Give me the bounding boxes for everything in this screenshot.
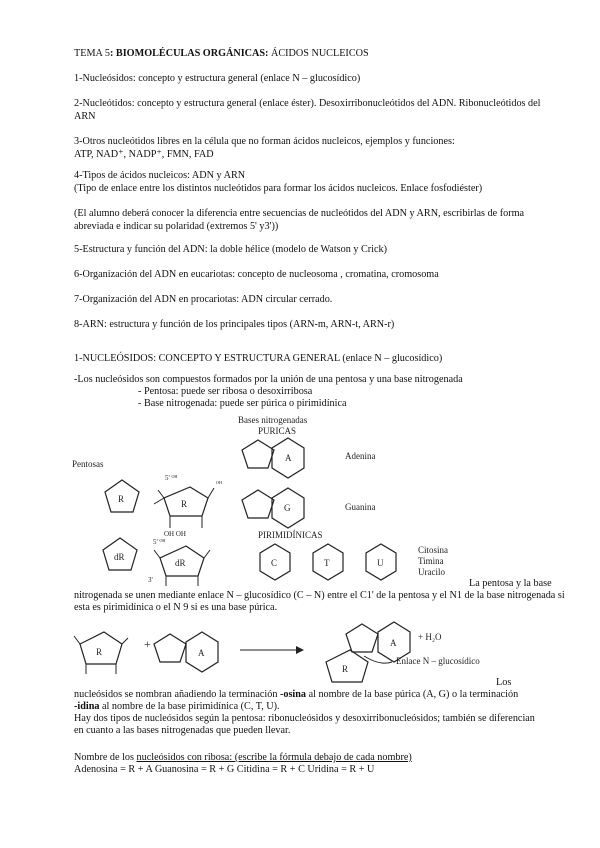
ribose-oh-3: OH OH	[164, 530, 186, 538]
deoxyribose-oh: 5' ᴼᴴ	[153, 538, 166, 546]
plus-sign: +	[144, 637, 151, 651]
citosina-label: Citosina	[418, 545, 449, 555]
index-item-3-list: ATP, NAD⁺, NADP⁺, FMN, FAD	[74, 149, 214, 160]
paragraph-line-2: esta es pirimidínica o el N 9 si es una base púrica.	[74, 602, 278, 613]
timina-label: Timina	[418, 556, 444, 566]
deoxyribose-3prime: 3'	[148, 576, 153, 584]
adenine-pentagon	[242, 440, 274, 468]
product-base-pentagon	[346, 624, 378, 652]
names-heading: Nombre de los nucleósidos con ribosa: (escribe la fórmula debajo de cada nombre)	[74, 752, 412, 763]
index-item-4-student-note: (El alumno deberá conocer la diferencia entre secuencias de nucleótidos del ADN y ARN, escribirlas de forma abreviada e indicar su polaridad (extremos 5' y3'))	[74, 208, 525, 232]
types-line-1: Hay dos tipos de nucleósidos según la pentosa: ribonucleósidos y desoxirribonucleósidos; también se diferencian	[74, 713, 535, 724]
reactant-base-pentagon	[154, 634, 186, 662]
index-item-1: 1-Nucleósidos: concepto y estructura general (enlace N – glucosídico)	[74, 73, 361, 84]
uracilo-label: Uracilo	[418, 567, 445, 577]
index-item-2: 2-Nucleótidos: concepto y estructura general (enlace éster). Desoxirribonucleótidos del ADN. Ribonucleótidos del ARN	[74, 98, 541, 122]
los-word: Los	[496, 677, 512, 688]
bases-title: Bases nitrogenadas	[238, 415, 308, 425]
index-item-4-note: (Tipo de enlace entre los distintos nucleótidos para formar los ácidos nucleicos. Enlace fosfodiéster)	[74, 183, 483, 194]
types-line-2: en cuanto a las bases nitrogenadas que pueden llevar.	[74, 725, 291, 736]
water-label: + H₂O	[418, 632, 442, 642]
adenina-label: Adenina	[345, 451, 376, 461]
product-r-label: R	[342, 664, 349, 674]
guanina-label: Guanina	[345, 502, 376, 512]
thymine-t-label: T	[324, 558, 330, 568]
index-item-6: 6-Organización del ADN en eucariotas: concepto de nucleosoma , cromatina, cromosoma	[74, 269, 439, 280]
index-item-8: 8-ARN: estructura y función de los principales tipos (ARN-m, ARN-t, ARN-r)	[74, 319, 395, 330]
pentose-r-label: R	[118, 494, 125, 504]
ribose-r-label: R	[181, 499, 188, 509]
index-item-3: 3-Otros nucleótidos libres en la célula que no forman ácidos nucleicos, ejemplos y funciones:	[74, 136, 455, 147]
reaction-arrowhead	[296, 646, 304, 654]
bullet-base: - Base nitrogenada: puede ser púrica o pirimidínica	[138, 398, 347, 409]
cytosine-c-label: C	[271, 558, 278, 568]
naming-line-2: -idina al nombre de la base pirimidínica (C, T, U).	[74, 701, 280, 712]
index-item-5: 5-Estructura y función del ADN: la doble hélice (modelo de Watson y Crick)	[74, 244, 388, 255]
guanine-pentagon	[242, 490, 274, 518]
uracil-u-label: U	[377, 558, 384, 568]
naming-line-1: nucleósidos se nombran añadiendo la terminación -osina al nombre de la base púrica (A, G) o la terminación	[74, 689, 519, 700]
page-title: TEMA 5: BIOMOLÉCULAS ORGÁNICAS: ÁCIDOS NUCLEICOS	[74, 48, 369, 59]
adenine-a-label: A	[285, 453, 292, 463]
puricas-label: PURICAS	[258, 426, 297, 436]
bullet-pentosa: - Pentosa: puede ser ribosa o desoxirribosa	[138, 386, 313, 397]
pirimidinicas-label: PIRIMIDÍNICAS	[258, 530, 323, 540]
section-intro: -Los nucleósidos son compuestos formados por la unión de una pentosa y una base nitrogenada	[74, 374, 463, 385]
deoxyribose-dr-label: dR	[175, 558, 186, 568]
ribose-oh-1: 5' ᴼᴴ	[165, 474, 178, 482]
pentosas-label: Pentosas	[72, 459, 104, 469]
index-item-4: 4-Tipos de ácidos nucleicos: ADN y ARN	[74, 170, 246, 181]
pentose-dr-label: dR	[114, 552, 125, 562]
reactant-r-label: R	[96, 647, 103, 657]
index-item-7: 7-Organización del ADN en procariotas: ADN circular cerrado.	[74, 294, 333, 305]
paragraph-line-1: nitrogenada se unen mediante enlace N – glucosídico (C – N) entre el C1' de la pentosa y el N1 de la base nitrogenada si	[74, 590, 565, 601]
names-formulas: Adenosina = R + A Guanosina = R + G Citidina = R + C Uridina = R + U	[74, 764, 375, 775]
deoxyribose-bonds	[154, 550, 210, 586]
paragraph-tail: La pentosa y la base	[469, 578, 552, 589]
figure-bases	[0, 410, 600, 590]
guanine-g-label: G	[284, 503, 291, 513]
reactant-a-label: A	[198, 648, 205, 658]
section-title: 1-NUCLEÓSIDOS: CONCEPTO Y ESTRUCTURA GENERAL (enlace N – glucosídico)	[74, 353, 443, 364]
product-a-label: A	[390, 638, 397, 648]
ribose-oh-2: ᴼᴴ	[216, 480, 223, 488]
enlace-label: Enlace N – glucosídico	[396, 656, 480, 666]
